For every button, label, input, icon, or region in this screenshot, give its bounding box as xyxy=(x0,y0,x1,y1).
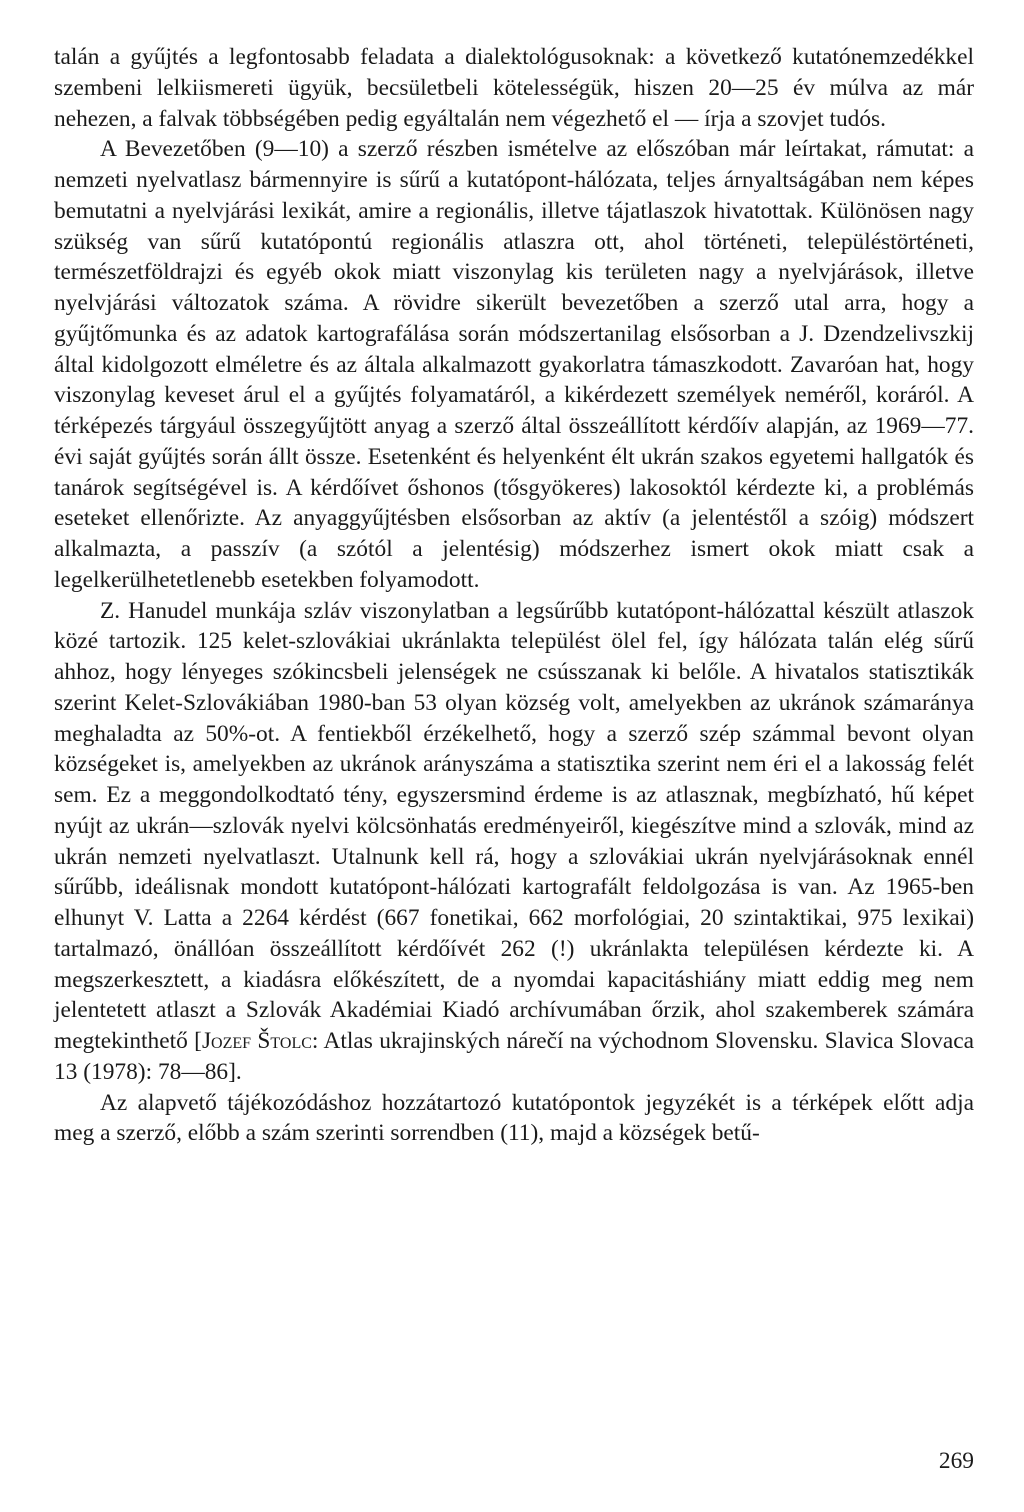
author-name: Jozef Štolc xyxy=(201,1028,312,1054)
page-number: 269 xyxy=(938,1448,974,1474)
paragraph-text: Z. Hanudel munkája szláv viszonylatban a legsűrűbb kutatópont-hálózattal készült atlaszok közé tartozik. 125 kelet-szlovákiai ukránlakta települést ölel fel, így hálózata talán elég sűrű ahhoz, hogy lényeges szókincsbeli jelenségek ne csússzanak ki belőle. A hivatalos statisztikák szerint Kelet-Szlovákiában 1980-ban 53 olyan község volt, amelyekben az ukránok számaránya meghaladta az 50%-ot. A fentiekből érzékelhető, hogy a szerző szép számmal bevont olyan községeket is, amelyekben az ukránok arányszáma a statisztika szerint nem éri el a lakosság felét sem. Ez a meggondolkodtató tény, egyszersmind érdeme is az atlasznak, megbízható, hű képet nyújt az ukrán—szlovák nyelvi kölcsönhatás eredményeiről, kiegészítve mind a szlovák, mind az ukrán nemzeti nyelvatlaszt. Utalnunk kell rá, hogy a szlovákiai ukrán nyelvjárásoknak ennél sűrűbb, ideálisnak mondott kutatópont-hálózati kartografált feldolgozása is van. Az 1965-ben elhunyt V. Latta a 2264 kérdést (667 fonetikai, 662 morfológiai, 20 szintaktikai, 975 lexikai) tartalmazó, önállóan összeállított kérdőívét 262 (!) ukránlakta településen kérdezte ki. A megszerkesztett, a kiadásra előkészített, de a nyomdai kapacitáshiány miatt eddig meg nem jelentetett atlaszt a Szlovák Akadémiai Kiadó archívumában őrzik, ahol szakemberek számára megtekinthető [ xyxy=(54,597,974,1054)
citation-text: : Atlas ukrajinských nárečí na východnom Slovensku. Slavica Slovaca 13 (1978): 78—86]. xyxy=(54,1028,974,1085)
paragraph-continuation: talán a gyűjtés a legfontosabb feladata a dialektológusoknak: a következő kutatónemzedékkel szembeni lelkiismereti ügyük, becsületbeli kötelességük, hiszen 20—25 év múlva az már nehezen, a falvak többségében pedig egyáltalán nem végezhető el — írja a szovjet tudós. xyxy=(54,44,974,132)
page-body xyxy=(54,42,974,1149)
paragraph-research-points: Az alapvető tájékozódáshoz hozzátartozó kutatópontok jegyzékét is a térképek előtt adja meg a szerző, előbb a szám szerinti sorrendben (11), majd a községek betű- xyxy=(54,1089,974,1147)
paragraph-introduction-review: A Bevezetőben (9—10) a szerző részben ismételve az előszóban már leírtakat, rámutat: a nemzeti nyelvatlasz bármennyire is sűrű a kutatópont-hálózata, teljes árnyaltságában nem képes bemutatni a nyelvjárási lexikát, amire a regionális, illetve tájatlaszok hivatottak. Különösen nagy szükség van sűrű kutatópontú regionális atlaszra ott, ahol történeti, településtörténeti, természetföldrajzi és egyéb okok miatt viszonylag kis területen nagy a nyelvjárások, illetve nyelvjárási változatok száma. A rövidre sikerült bevezetőben a szerző utal arra, hogy a gyűjtőmunka és az adatok kartografálása során módszertanilag elsősorban a J. Dzendzelivszkij által kidolgozott elméletre és az általa alkalmazott gyakorlatra támaszkodott. Zavaróan hat, hogy viszonylag keveset árul el a gyűjtés folyamatáról, a kikérdezett személyek neméről, koráról. A térképezés tárgyául összegyűjtött anyag a szerző által összeállított kérdőív alapján, az 1969—77. évi saját gyűjtés során állt össze. Esetenként és helyenként élt ukrán szakos egyetemi hallgatók és tanárok segítségével is. A kérdőívet őshonos (tősgyökeres) lakosoktól kérdezte ki, a problémás eseteket ellenőrizte. Az anyaggyűjtésben elsősorban az aktív (a jelentéstől a szóig) módszert alkalmazta, a passzív (a szótól a jelentésig) módszerhez ismert okok miatt csak a legelkerülhetetlenebb esetekben folyamodott. xyxy=(54,136,974,593)
paragraph-atlas-network xyxy=(54,596,974,1088)
